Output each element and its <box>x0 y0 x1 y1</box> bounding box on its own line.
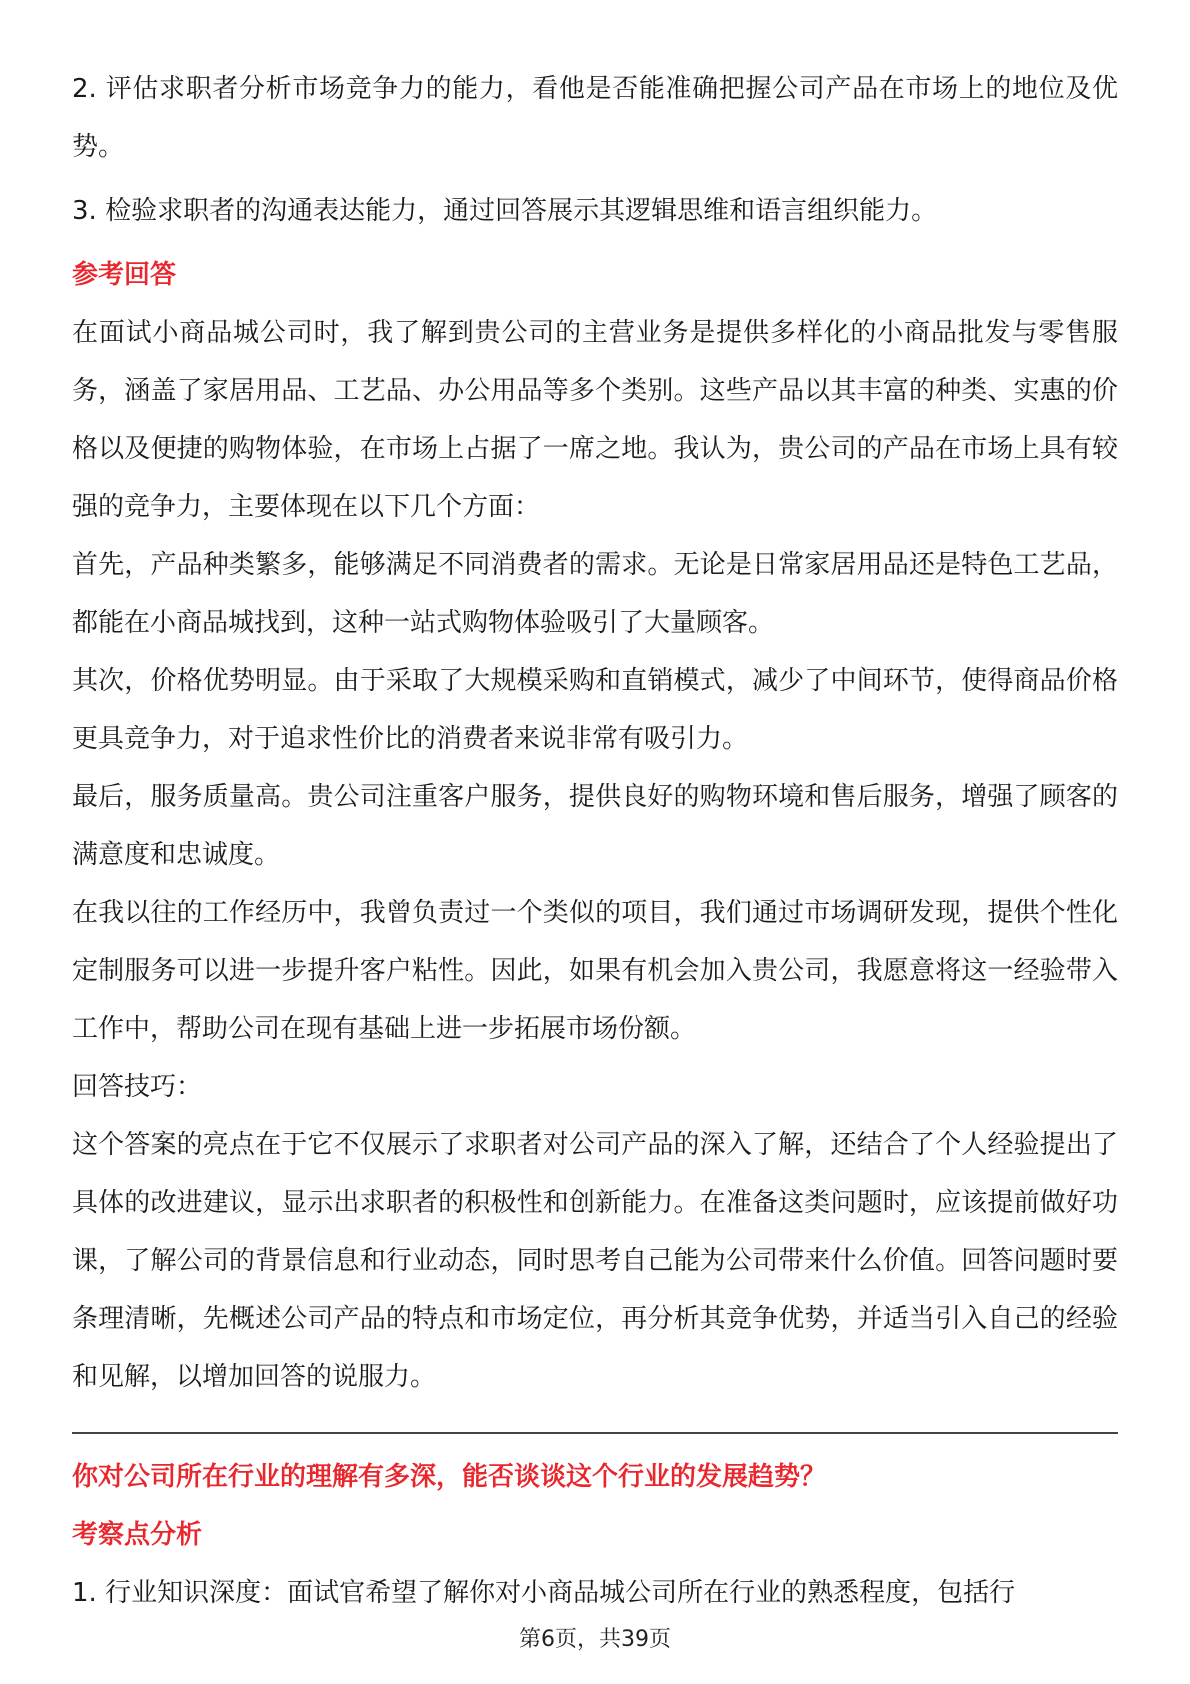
answer-paragraph: 其次，价格优势明显。由于采取了大规模采购和直销模式，减少了中间环节，使得商品价格更具竞争力，对于追求性价比的消费者来说非常有吸引力。 <box>72 666 1118 754</box>
section-divider <box>72 1432 1118 1434</box>
page-number: 第6页，共39页 <box>519 1627 671 1652</box>
evaluation-point-3: 3. 检验求职者的沟通表达能力，通过回答展示其逻辑思维和语言组织能力。 <box>72 196 938 226</box>
page-content <box>72 60 1118 1622</box>
answer-tips-paragraph: 这个答案的亮点在于它不仅展示了求职者对公司产品的深入了解，还结合了个人经验提出了具体的改进建议，显示出求职者的积极性和创新能力。在准备这类问题时，应该提前做好功课，了解公司的背景信息和行业动态，同时思考自己能为公司带来什么价值。回答问题时要条理清晰，先概述公司产品的特点和市场定位，再分析其竞争优势，并适当引入自己的经验和见解，以增加回答的说服力。 <box>72 1130 1118 1392</box>
analysis-paragraph: 1. 行业知识深度：面试官希望了解你对小商品城公司所在行业的熟悉程度，包括行 <box>72 1578 1016 1608</box>
answer-paragraph: 在面试小商品城公司时，我了解到贵公司的主营业务是提供多样化的小商品批发与零售服务，涵盖了家居用品、工艺品、办公用品等多个类别。这些产品以其丰富的种类、实惠的价格以及便捷的购物体验，在市场上占据了一席之地。我认为，贵公司的产品在市场上具有较强的竞争力，主要体现在以下几个方面： <box>72 318 1118 522</box>
evaluation-point-2: 2. 评估求职者分析市场竞争力的能力，看他是否能准确把握公司产品在市场上的地位及优势。 <box>72 74 1118 162</box>
answer-paragraph: 最后，服务质量高。贵公司注重客户服务，提供良好的购物环境和售后服务，增强了顾客的满意度和忠诚度。 <box>72 782 1118 870</box>
question-title: 你对公司所在行业的理解有多深，能否谈谈这个行业的发展趋势？ <box>72 1462 827 1492</box>
reference-answer-heading: 参考回答 <box>72 260 177 290</box>
answer-tips-label: 回答技巧： <box>72 1072 203 1102</box>
answer-paragraph: 在我以往的工作经历中，我曾负责过一个类似的项目，我们通过市场调研发现，提供个性化定制服务可以进一步提升客户粘性。因此，如果有机会加入贵公司，我愿意将这一经验带入工作中，帮助公司在现有基础上进一步拓展市场份额。 <box>72 898 1118 1044</box>
analysis-heading: 考察点分析 <box>72 1520 203 1550</box>
answer-paragraph: 首先，产品种类繁多，能够满足不同消费者的需求。无论是日常家居用品还是特色工艺品，都能在小商品城找到，这种一站式购物体验吸引了大量顾客。 <box>72 550 1118 638</box>
